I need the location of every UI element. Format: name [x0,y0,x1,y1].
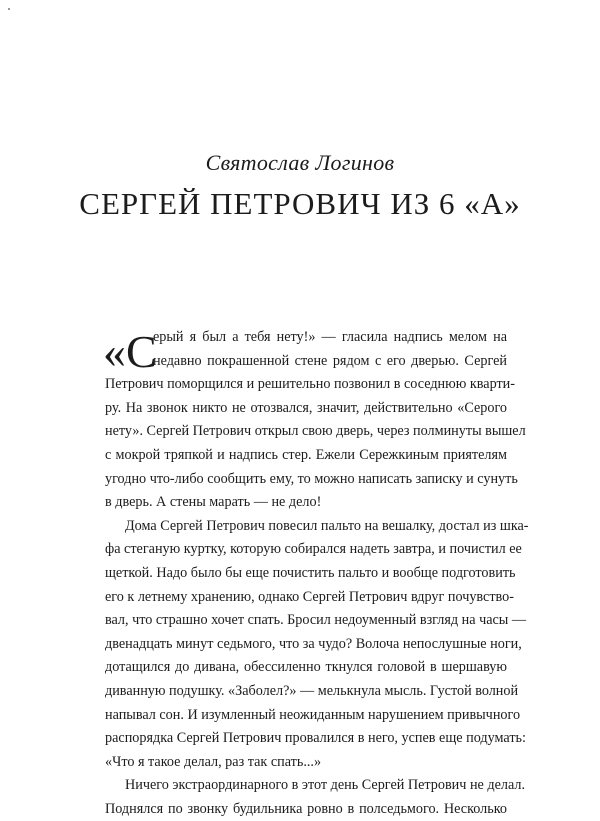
text-line: недавно покрашенной стене рядом с его дверью. Сергей [153,352,507,369]
text-line: ру. На звонок никто не отозвался, значит, действительно «Серого [105,399,507,416]
author-name: Святослав Логинов [205,150,395,175]
text-line: распорядка Сергей Петрович провалился в него, успев еще подумать: [105,730,526,747]
text-line: «Что я такое делал, раз так спать...» [105,753,322,770]
text-line: Петрович поморщился и решительно позвонил в соседнюю кварти- [105,376,516,393]
text-line: Дома Сергей Петрович повесил пальто на вешалку, достал из шка- [125,517,529,534]
text-line: фа стеганую куртку, которую собирался надеть завтра, и почистил ее [105,541,522,558]
text-line: напывал сон. И изумленный неожиданным нарушением привычного [105,706,521,723]
corner-speck [8,8,10,10]
text-line: Ничего экстраординарного в этот день Сергей Петрович не делал. [125,777,526,794]
text-line: дотащился до дивана, обессиленно ткнулся головой в шершавую [105,659,507,676]
text-line: с мокрой тряпкой и надпись стер. Ежели Сережкиным приятелям [105,446,507,463]
text-line: в дверь. А стены марать — не дело! [105,494,322,511]
drop-cap: «С [103,326,157,377]
text-line: его к летнему хранению, однако Сергей Петрович вдруг почувство- [105,588,514,605]
text-line: Поднялся по звонку будильника ровно в полседьмого. Несколько [105,800,507,817]
text-line: вал, что страшно хочет спать. Бросил недоуменный взгляд на часы — [105,612,527,629]
text-line: угодно что-либо сообщить ему, то можно написать записку и сунуть [105,470,518,487]
text-line: нету». Сергей Петрович открыл свою дверь, через полминуты вышел [105,423,526,440]
text-line: ерый я был а тебя нету!» — гласила надпись мелом на [153,329,507,345]
text-line: щеткой. Надо было бы еще почистить пальто и вообще подготовить [105,564,516,581]
text-line: двенадцать минут седьмого, что за чудо? Волоча непослушные ноги, [105,635,522,652]
story-title: СЕРГЕЙ ПЕТРОВИЧ ИЗ 6 «А» [79,186,521,221]
story-body [103,326,529,821]
text-line: диванную подушку. «Заболел?» — мелькнула мысль. Густой волной [105,682,519,699]
